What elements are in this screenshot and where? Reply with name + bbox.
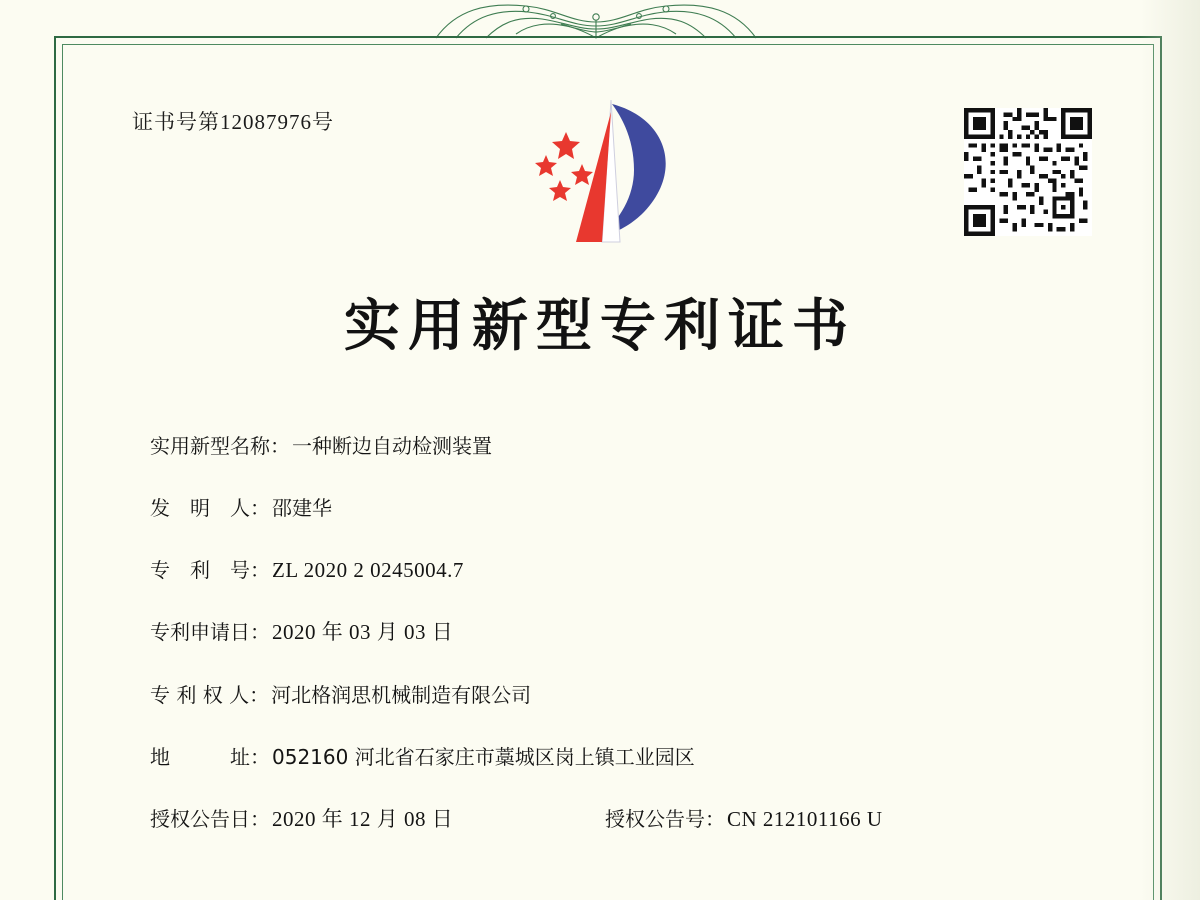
field-label: 发 明 人： <box>150 496 270 520</box>
qr-code <box>964 108 1092 236</box>
field-value: 河北格润思机械制造有限公司 <box>271 683 532 707</box>
field-row-utility-model-name <box>150 430 1110 459</box>
field-value: 052160 河北省石家庄市藁城区岗上镇工业园区 <box>272 745 695 769</box>
field-list <box>150 430 1110 833</box>
field-row-address <box>150 741 1110 770</box>
page-title: 实用新型专利证书 <box>344 293 856 359</box>
field-value: 2020 年 03 月 03 日 <box>272 620 454 644</box>
field-label: 地 址： <box>150 745 270 769</box>
field-label: 专利申请日： <box>150 620 270 644</box>
field-value: 邵建华 <box>272 496 332 520</box>
grant-number-group <box>605 803 883 832</box>
grant-date-value: 2020 年 12 月 08 日 <box>272 807 454 831</box>
field-row-application-date <box>150 616 1110 646</box>
field-label: 专 利 号： <box>150 558 270 582</box>
certificate-number: 证书号第12087976号 <box>132 110 334 134</box>
field-row-grant-info <box>150 803 1110 833</box>
field-value: 一种断边自动检测装置 <box>292 434 492 458</box>
ornamental-border-top <box>56 0 1156 40</box>
grant-number-label: 授权公告号： <box>605 807 725 831</box>
field-value: ZL 2020 2 0245004.7 <box>272 558 464 582</box>
field-label: 专 利 权 人： <box>150 683 270 707</box>
grant-number-value: CN 212101166 U <box>727 807 883 831</box>
field-row-patentee <box>150 679 1110 708</box>
grant-date-group <box>150 803 605 833</box>
grant-date-label: 授权公告日： <box>150 807 270 831</box>
cnipa-emblem-icon <box>516 92 696 252</box>
field-label: 实用新型名称： <box>150 434 290 458</box>
field-row-inventor <box>150 492 1110 521</box>
field-row-patent-number <box>150 554 1110 583</box>
